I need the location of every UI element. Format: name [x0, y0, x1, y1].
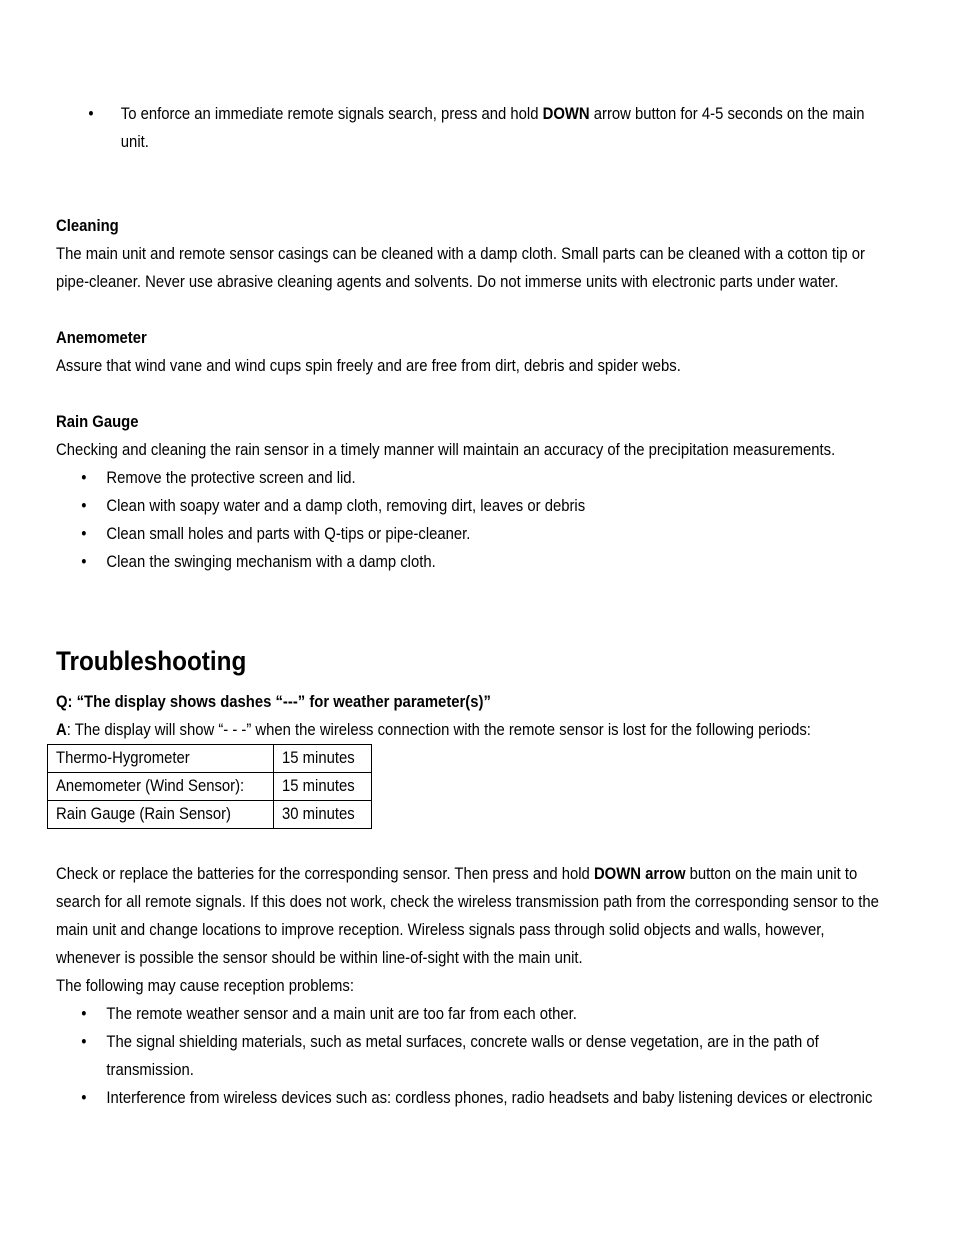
list-item: • Remove the protective screen and lid.: [56, 464, 915, 492]
troubleshooting-title: Troubleshooting: [56, 646, 247, 676]
rain-gauge-steps-list: [56, 464, 915, 576]
bullet-marker: •: [81, 1005, 87, 1023]
bullet-marker: •: [81, 553, 87, 571]
faq-answer: A: The display will show “- - -” when the wireless connection with the remote sensor is lost for the following periods:: [56, 721, 811, 739]
search-instruction-bullet: • To enforce an immediate remote signals search, press and hold DOWN arrow button for 4-5 seconds on the main unit.: [56, 100, 915, 156]
table-row: [48, 773, 372, 801]
list-item: • Clean small holes and parts with Q-tips or pipe-cleaner.: [56, 520, 915, 548]
faq-question: Q: “The display shows dashes “---” for weather parameter(s)”: [56, 693, 491, 711]
list-item: • The signal shielding materials, such as metal surfaces, concrete walls or dense vegetation, are in the path of transmission.: [56, 1028, 915, 1084]
bullet-marker: •: [81, 1089, 87, 1107]
sensor-timeout-table: [47, 744, 372, 829]
table-cell-period: 30 minutes: [274, 801, 372, 829]
reception-causes-list: [56, 1000, 915, 1112]
table-cell-sensor: Thermo-Hygrometer: [48, 745, 274, 773]
bullet-marker: •: [81, 469, 87, 487]
list-item: • Clean the swinging mechanism with a damp cloth.: [56, 548, 915, 576]
table-cell-period: 15 minutes: [274, 745, 372, 773]
table-cell-sensor: Rain Gauge (Rain Sensor): [48, 801, 274, 829]
bullet-marker: •: [88, 105, 94, 123]
table-row: [48, 801, 372, 829]
bullet-marker: •: [81, 525, 87, 543]
list-item: • Clean with soapy water and a damp cloth, removing dirt, leaves or debris: [56, 492, 915, 520]
anemometer-heading: Anemometer: [56, 329, 147, 347]
table-cell-period: 15 minutes: [274, 773, 372, 801]
list-item: • The remote weather sensor and a main unit are too far from each other.: [56, 1000, 915, 1028]
reception-paragraph: Check or replace the batteries for the corresponding sensor. Then press and hold DOWN arrow button on the main unit to search for all remote signals. If this does not work, check the wireless transmission path from the corresponding sensor to the main unit and change locations to improve reception. Wireless signals pass through solid objects and walls, however, whenever is possible the sensor should be within line-of-sight with the main unit. The following may cause reception problems:: [56, 865, 879, 995]
bullet-marker: •: [81, 497, 87, 515]
rain-gauge-paragraph: Checking and cleaning the rain sensor in a timely manner will maintain an accuracy of the precipitation measurements.: [56, 441, 836, 459]
table-row: [48, 745, 372, 773]
table-cell-sensor: Anemometer (Wind Sensor):: [48, 773, 274, 801]
cleaning-paragraph: The main unit and remote sensor casings can be cleaned with a damp cloth. Small parts can be cleaned with a cotton tip or pipe-cleaner. Never use abrasive cleaning agents and solvents. Do not immerse units with electronic parts under water.: [56, 245, 865, 291]
rain-gauge-heading: Rain Gauge: [56, 413, 139, 431]
cleaning-heading: Cleaning: [56, 217, 119, 235]
anemometer-paragraph: Assure that wind vane and wind cups spin freely and are free from dirt, debris and spider webs.: [56, 357, 681, 375]
bullet-marker: •: [81, 1033, 87, 1051]
list-item: • Interference from wireless devices such as: cordless phones, radio headsets and baby listening devices or electronic: [56, 1084, 915, 1112]
